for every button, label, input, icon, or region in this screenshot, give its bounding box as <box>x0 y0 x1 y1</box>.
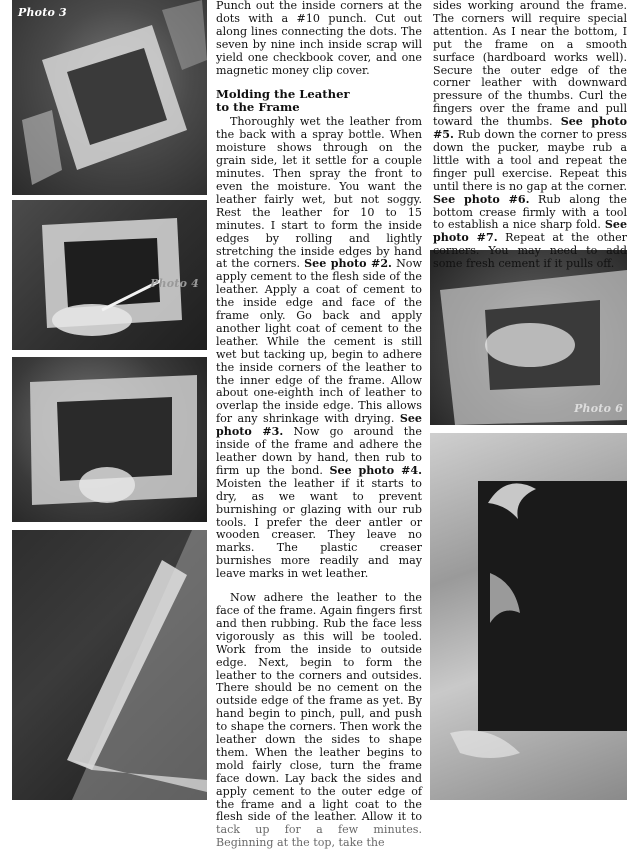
article-column-right <box>433 0 627 271</box>
text-run: Rub along the bottom crease firmly with a tool to establish a nice sharp fold. <box>433 192 627 232</box>
photo-4 <box>12 200 207 350</box>
frame-illustration <box>430 250 627 425</box>
photo-reference: See photo #4. <box>329 463 422 477</box>
faded-text-run: tack up for a few minutes. Beginning at the top, take the <box>216 823 422 850</box>
frame-illustration <box>12 0 207 195</box>
photo-label: Photo 6 <box>574 402 623 415</box>
text-run: Now adhere the leather to the face of the frame. Again fingers first and then rubbing. Rub the face less vigorously as this will be tooled. Work from the inside to outside edge. Next, begin to form the leather to the corners and outsides. There should be no cement on the outside edge of the frame as yet. By hand begin to pinch, pull, and push to shape the corners. Then work the leather down the sides to shape them. When the leather begins to mold fairly close, turn the frame face down. Lay back the sides and apply cement to the outer edge of the frame and a light coat to the flesh side of the leather. Allow it to <box>216 591 422 824</box>
text-run: Rub down the corner to press down the pucker, maybe rub a little with a tool and repeat the finger pull exercise. Repeat this until there is no gap at the corner. <box>433 128 627 193</box>
section-heading-line2: to the Frame <box>216 100 300 115</box>
section-heading-line1: Molding the Leather <box>216 87 350 102</box>
text-run: sides working around the frame. The corners will require special attention. As I near the bottom, I put the frame on a smooth surface (hardboard works well). Secure the outer edge of the corner leather with downward pressure of the thumbs. Curl the fingers over the frame and pull toward the thumbs. <box>433 0 627 129</box>
frame-illustration <box>430 433 627 800</box>
photo-3 <box>12 0 207 195</box>
intro-paragraph: Punch out the inside corners at the dots with a #10 punch. Cut out along lines connecting the dots. The seven by nine inch inside scrap will yield one checkbook cover, and one magnetic money clip cover. <box>216 0 422 77</box>
text-run: Now apply cement to the flesh side of the leather. Apply a coat of cement to the inside edge and face of the frame only. Go back and apply another light coat of cement to the leather. While the cement is still wet but tacking up, begin to adhere the inside corners of the leather to the inner edge of the frame. Allow about one-eighth inch of leather to overlap the inside edge. This allows for any shrinkage with drying. <box>216 257 422 426</box>
text-run: Moisten the leather if it starts to dry, as we want to prevent burnishing or glazing with our rub tools. I prefer the deer antler or wooden creaser. They leave no marks. The plastic creaser burnishes more readily and may leave marks in wet leather. <box>216 476 422 581</box>
photo-label: Photo 3 <box>18 6 67 19</box>
photo-6 <box>12 530 207 800</box>
photo-reference: See photo #7. <box>433 218 627 245</box>
text-run: Now go around the inside of the frame and adhere the leather down by hand, then rub to firm up the bond. <box>216 425 422 477</box>
paragraph-molding <box>216 116 422 581</box>
article-column-middle <box>216 0 422 850</box>
photo-label: Photo 4 <box>150 277 199 290</box>
photo-reference: See photo #2. <box>304 257 392 271</box>
text-run: Repeat at the other corners. You may need to add some fresh cement if it pulls off. <box>433 231 627 271</box>
frame-illustration <box>12 200 207 350</box>
photo-tooled-frame <box>430 433 627 800</box>
paragraph-face <box>216 592 422 850</box>
photo-5 <box>12 357 207 522</box>
paragraph-corners <box>433 0 627 271</box>
photo-reference: See photo #6. <box>433 192 530 206</box>
frame-illustration <box>12 530 207 800</box>
photo-reference: See photo #5. <box>433 115 627 142</box>
photo-reference: See photo #3. <box>216 412 422 439</box>
section-heading <box>216 88 422 114</box>
text-run: Thoroughly wet the leather from the back with a spray bottle. When moisture shows through on the grain side, let it settle for a couple minutes. Then spray the front to even the moisture. You want the leather fairly wet, but not soggy. Rest the leather for 10 to 15 minutes. I start to form the inside edges by rolling and lightly stretching the inside edges by hand at the corners. <box>216 115 422 271</box>
frame-illustration <box>12 357 207 522</box>
photo-7 <box>430 250 627 425</box>
